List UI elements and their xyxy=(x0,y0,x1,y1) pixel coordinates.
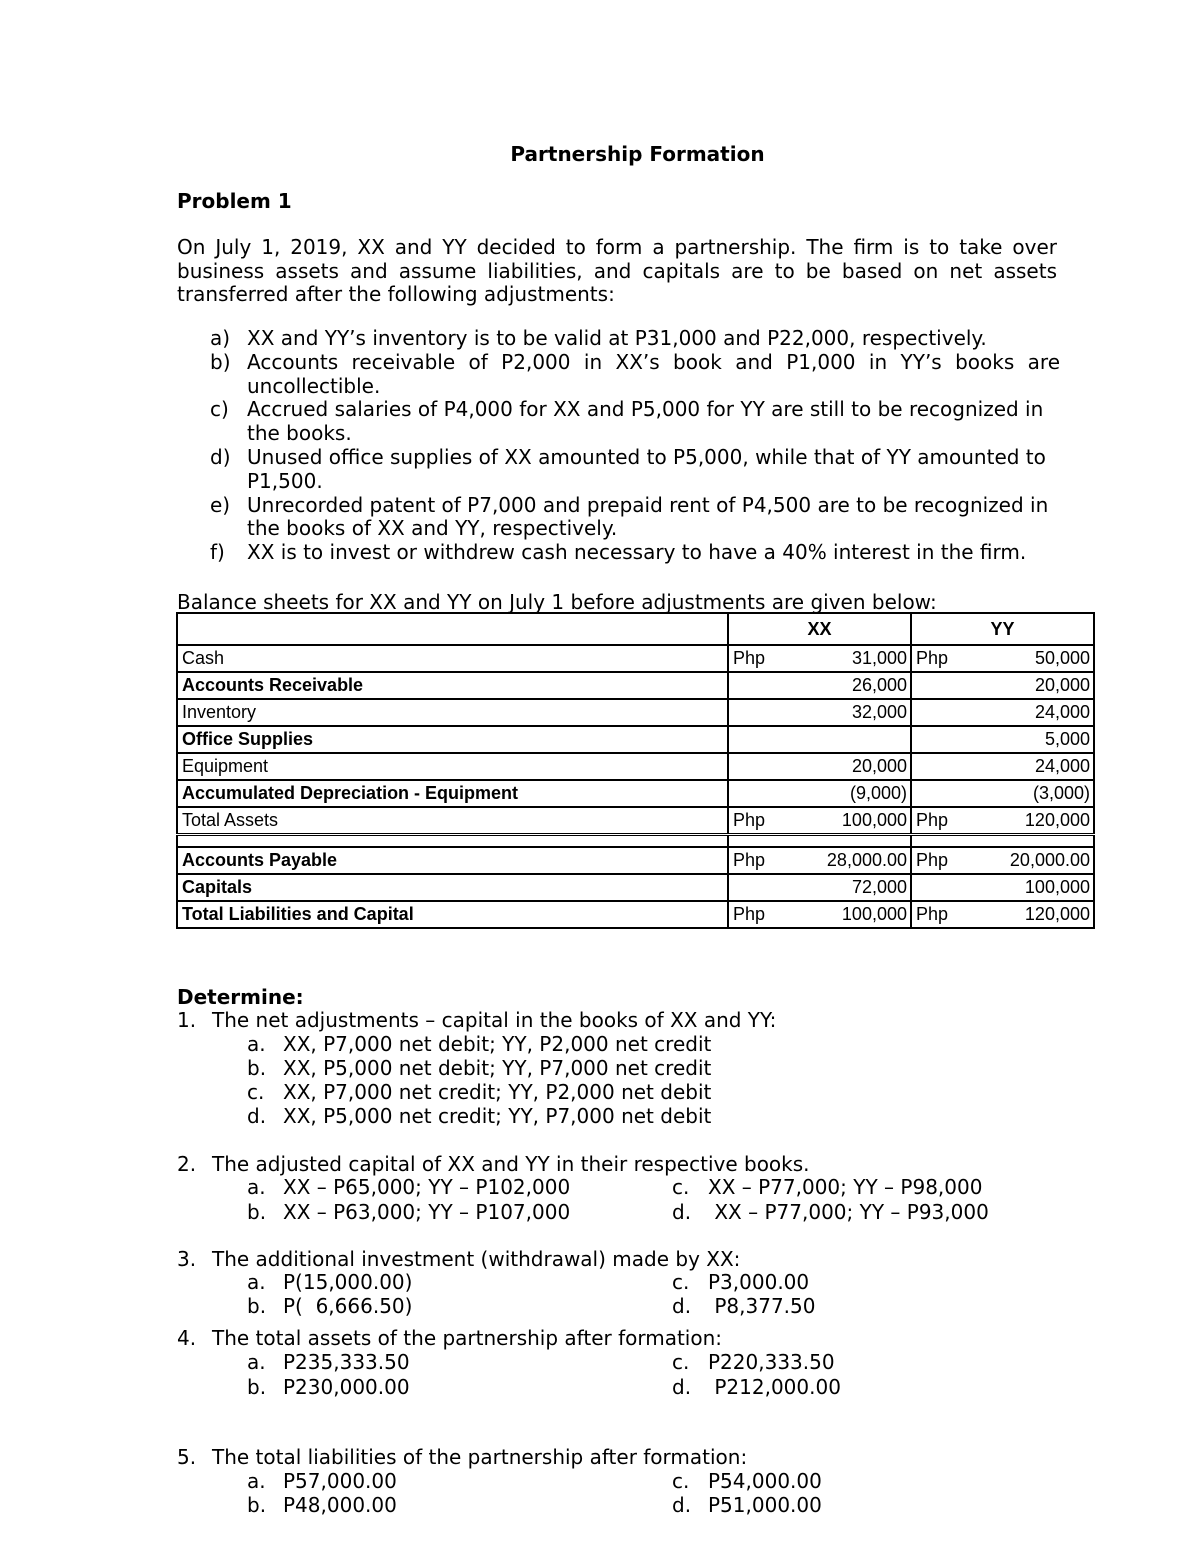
currency-cell: Php xyxy=(728,645,803,672)
amount-cell: 26,000 xyxy=(803,672,911,699)
currency-cell xyxy=(728,753,803,780)
option-letter: b. xyxy=(247,1375,267,1399)
amount-cell: 5,000 xyxy=(986,726,1094,753)
option-letter: d. xyxy=(672,1294,692,1318)
adjustment-marker: a) xyxy=(210,326,231,350)
table-row xyxy=(177,807,1094,834)
table-row xyxy=(177,780,1094,807)
table-row xyxy=(177,699,1094,726)
currency-cell: Php xyxy=(911,847,986,874)
row-label: Capitals xyxy=(177,874,728,901)
question-number: 5. xyxy=(177,1445,197,1469)
answer-option xyxy=(672,1200,989,1224)
table-separator-row xyxy=(177,834,1094,847)
amount-cell: 72,000 xyxy=(803,874,911,901)
question-text: The additional investment (withdrawal) made by XX: xyxy=(212,1247,741,1271)
determine-heading: Determine: xyxy=(177,985,304,1009)
answer-option xyxy=(247,1080,711,1104)
answer-option xyxy=(247,1350,410,1374)
option-letter: d. xyxy=(247,1104,267,1128)
question-number: 4. xyxy=(177,1326,197,1350)
answer-option xyxy=(247,1469,397,1493)
amount-cell: (9,000) xyxy=(803,780,911,807)
answer-option xyxy=(672,1294,815,1318)
column-header-xx: XX xyxy=(728,613,911,645)
row-label: Equipment xyxy=(177,753,728,780)
adjustment-text: Unrecorded patent of P7,000 and prepaid rent of P4,500 are to be recognized in the books of XX and YY, respectively. xyxy=(247,492,1049,541)
question-text: The total assets of the partnership after formation: xyxy=(212,1326,723,1350)
currency-cell: Php xyxy=(911,807,986,834)
currency-cell xyxy=(728,672,803,699)
amount-cell: 120,000 xyxy=(986,901,1094,928)
amount-cell: 32,000 xyxy=(803,699,911,726)
answer-option xyxy=(247,1294,412,1318)
currency-cell xyxy=(728,874,803,901)
currency-cell xyxy=(911,753,986,780)
currency-cell: Php xyxy=(911,645,986,672)
option-letter: c. xyxy=(672,1350,690,1374)
option-letter: a. xyxy=(247,1469,266,1493)
table-row xyxy=(177,874,1094,901)
option-text: P(15,000.00) xyxy=(283,1270,413,1294)
row-label: Total Liabilities and Capital xyxy=(177,901,728,928)
balance-sheet-intro: Balance sheets for XX and YY on July 1 before adjustments are given below: xyxy=(177,590,937,614)
adjustment-marker: c) xyxy=(210,397,229,422)
option-text: XX – P77,000; YY – P93,000 xyxy=(708,1200,989,1224)
amount-cell: 50,000 xyxy=(986,645,1094,672)
option-letter: b. xyxy=(247,1493,267,1517)
option-letter: d. xyxy=(672,1375,692,1399)
row-label: Accounts Payable xyxy=(177,847,728,874)
adjustment-item xyxy=(210,351,1060,399)
answer-option xyxy=(247,1032,711,1056)
option-letter: c. xyxy=(672,1270,690,1294)
adjustment-marker: f) xyxy=(210,540,225,565)
table-row xyxy=(177,726,1094,753)
option-letter: b. xyxy=(247,1056,267,1080)
currency-cell xyxy=(911,726,986,753)
answer-option xyxy=(672,1469,822,1493)
adjustment-item xyxy=(210,327,1060,351)
answer-option xyxy=(247,1493,397,1517)
option-letter: b. xyxy=(247,1200,267,1224)
option-text: P54,000.00 xyxy=(708,1469,822,1493)
table-row xyxy=(177,645,1094,672)
adjustment-text: Unused office supplies of XX amounted to P5,000, while that of YY amounted to P1,500. xyxy=(247,444,1046,493)
option-text: XX, P7,000 net debit; YY, P2,000 net credit xyxy=(283,1032,712,1056)
answer-option xyxy=(672,1350,835,1374)
amount-cell: 100,000 xyxy=(803,807,911,834)
currency-cell xyxy=(911,672,986,699)
adjustment-marker: e) xyxy=(210,492,231,517)
option-text: P220,333.50 xyxy=(708,1350,835,1374)
adjustment-text: Accrued salaries of P4,000 for XX and P5,000 for YY are still to be recognized in the books. xyxy=(247,397,1044,446)
option-text: P48,000.00 xyxy=(283,1493,397,1517)
adjustment-item xyxy=(210,446,1060,494)
answer-option xyxy=(247,1270,412,1294)
currency-cell xyxy=(911,874,986,901)
currency-cell xyxy=(728,699,803,726)
answer-option xyxy=(672,1270,809,1294)
option-letter: c. xyxy=(247,1080,265,1104)
row-label: Office Supplies xyxy=(177,726,728,753)
problem-heading: Problem 1 xyxy=(177,189,292,213)
question-number: 3. xyxy=(177,1247,197,1271)
question-number: 1. xyxy=(177,1008,197,1032)
option-text: XX, P7,000 net credit; YY, P2,000 net debit xyxy=(283,1080,712,1104)
amount-cell: 20,000 xyxy=(803,753,911,780)
amount-cell: 24,000 xyxy=(986,753,1094,780)
problem-intro: On July 1, 2019, XX and YY decided to form a partnership. The firm is to take over business assets and assume liabilities, and capitals are to be based on net assets transferred after the following adjustments: xyxy=(177,235,1057,306)
currency-cell xyxy=(728,726,803,753)
row-label: Total Assets xyxy=(177,807,728,834)
adjustment-item xyxy=(210,398,1060,446)
question-text: The adjusted capital of XX and YY in their respective books. xyxy=(212,1152,810,1176)
row-label: Inventory xyxy=(177,699,728,726)
option-text: XX – P65,000; YY – P102,000 xyxy=(283,1175,571,1199)
amount-cell xyxy=(803,726,911,753)
answer-option xyxy=(247,1175,570,1199)
option-text: P230,000.00 xyxy=(283,1375,410,1399)
option-letter: b. xyxy=(247,1294,267,1318)
currency-cell: Php xyxy=(728,807,803,834)
currency-cell: Php xyxy=(911,901,986,928)
separator-cell xyxy=(728,834,911,847)
separator-cell xyxy=(177,834,728,847)
option-text: XX – P63,000; YY – P107,000 xyxy=(283,1200,571,1224)
answer-option xyxy=(672,1375,841,1399)
option-text: XX – P77,000; YY – P98,000 xyxy=(708,1175,983,1199)
option-letter: c. xyxy=(672,1469,690,1493)
row-label: Accounts Receivable xyxy=(177,672,728,699)
answer-option xyxy=(672,1175,982,1199)
adjustments-list xyxy=(210,327,1060,565)
adjustment-text: Accounts receivable of P2,000 in XX’s book and P1,000 in YY’s books are uncollectible. xyxy=(247,349,1060,398)
option-letter: a. xyxy=(247,1175,266,1199)
adjustment-marker: b) xyxy=(210,349,231,374)
table-row xyxy=(177,901,1094,928)
option-letter: c. xyxy=(672,1175,690,1199)
table-row xyxy=(177,753,1094,780)
adjustment-item xyxy=(210,494,1060,542)
row-label: Cash xyxy=(177,645,728,672)
adjustment-text: XX is to invest or withdrew cash necessary to have a 40% interest in the firm. xyxy=(247,540,1027,565)
amount-cell: 100,000 xyxy=(803,901,911,928)
option-text: P51,000.00 xyxy=(708,1493,822,1517)
currency-cell xyxy=(911,780,986,807)
option-text: P( 6,666.50) xyxy=(283,1294,413,1318)
option-text: P3,000.00 xyxy=(708,1270,810,1294)
answer-option xyxy=(672,1493,822,1517)
amount-cell: 31,000 xyxy=(803,645,911,672)
answer-option xyxy=(247,1200,570,1224)
amount-cell: 20,000.00 xyxy=(986,847,1094,874)
balance-sheet-table xyxy=(176,612,1095,929)
option-text: XX, P5,000 net debit; YY, P7,000 net credit xyxy=(283,1056,712,1080)
adjustment-item xyxy=(210,541,1060,565)
amount-cell: 100,000 xyxy=(986,874,1094,901)
option-letter: d. xyxy=(672,1200,692,1224)
currency-cell: Php xyxy=(728,847,803,874)
answer-option xyxy=(247,1056,711,1080)
table-header-row xyxy=(177,613,1094,645)
answer-option xyxy=(247,1104,711,1128)
option-letter: a. xyxy=(247,1350,266,1374)
currency-cell xyxy=(728,780,803,807)
amount-cell: 120,000 xyxy=(986,807,1094,834)
column-header-yy: YY xyxy=(911,613,1094,645)
table-header-blank xyxy=(177,613,728,645)
row-label: Accumulated Depreciation - Equipment xyxy=(177,780,728,807)
adjustment-text: XX and YY’s inventory is to be valid at P31,000 and P22,000, respectively. xyxy=(247,326,987,350)
amount-cell: 28,000.00 xyxy=(803,847,911,874)
amount-cell: 20,000 xyxy=(986,672,1094,699)
option-text: XX, P5,000 net credit; YY, P7,000 net debit xyxy=(283,1104,712,1128)
separator-cell xyxy=(911,834,1094,847)
amount-cell: 24,000 xyxy=(986,699,1094,726)
currency-cell xyxy=(911,699,986,726)
option-letter: a. xyxy=(247,1270,266,1294)
answer-option xyxy=(247,1375,410,1399)
option-text: P235,333.50 xyxy=(283,1350,410,1374)
option-letter: d. xyxy=(672,1493,692,1517)
option-text: P57,000.00 xyxy=(283,1469,397,1493)
table-row xyxy=(177,672,1094,699)
question-number: 2. xyxy=(177,1152,197,1176)
option-text: P212,000.00 xyxy=(708,1375,841,1399)
option-letter: a. xyxy=(247,1032,266,1056)
currency-cell: Php xyxy=(728,901,803,928)
option-text: P8,377.50 xyxy=(708,1294,816,1318)
amount-cell: (3,000) xyxy=(986,780,1094,807)
table-row xyxy=(177,847,1094,874)
question-text: The net adjustments – capital in the books of XX and YY: xyxy=(212,1008,777,1032)
question-text: The total liabilities of the partnership after formation: xyxy=(212,1445,748,1469)
adjustment-marker: d) xyxy=(210,444,231,469)
page-title: Partnership Formation xyxy=(510,142,765,166)
